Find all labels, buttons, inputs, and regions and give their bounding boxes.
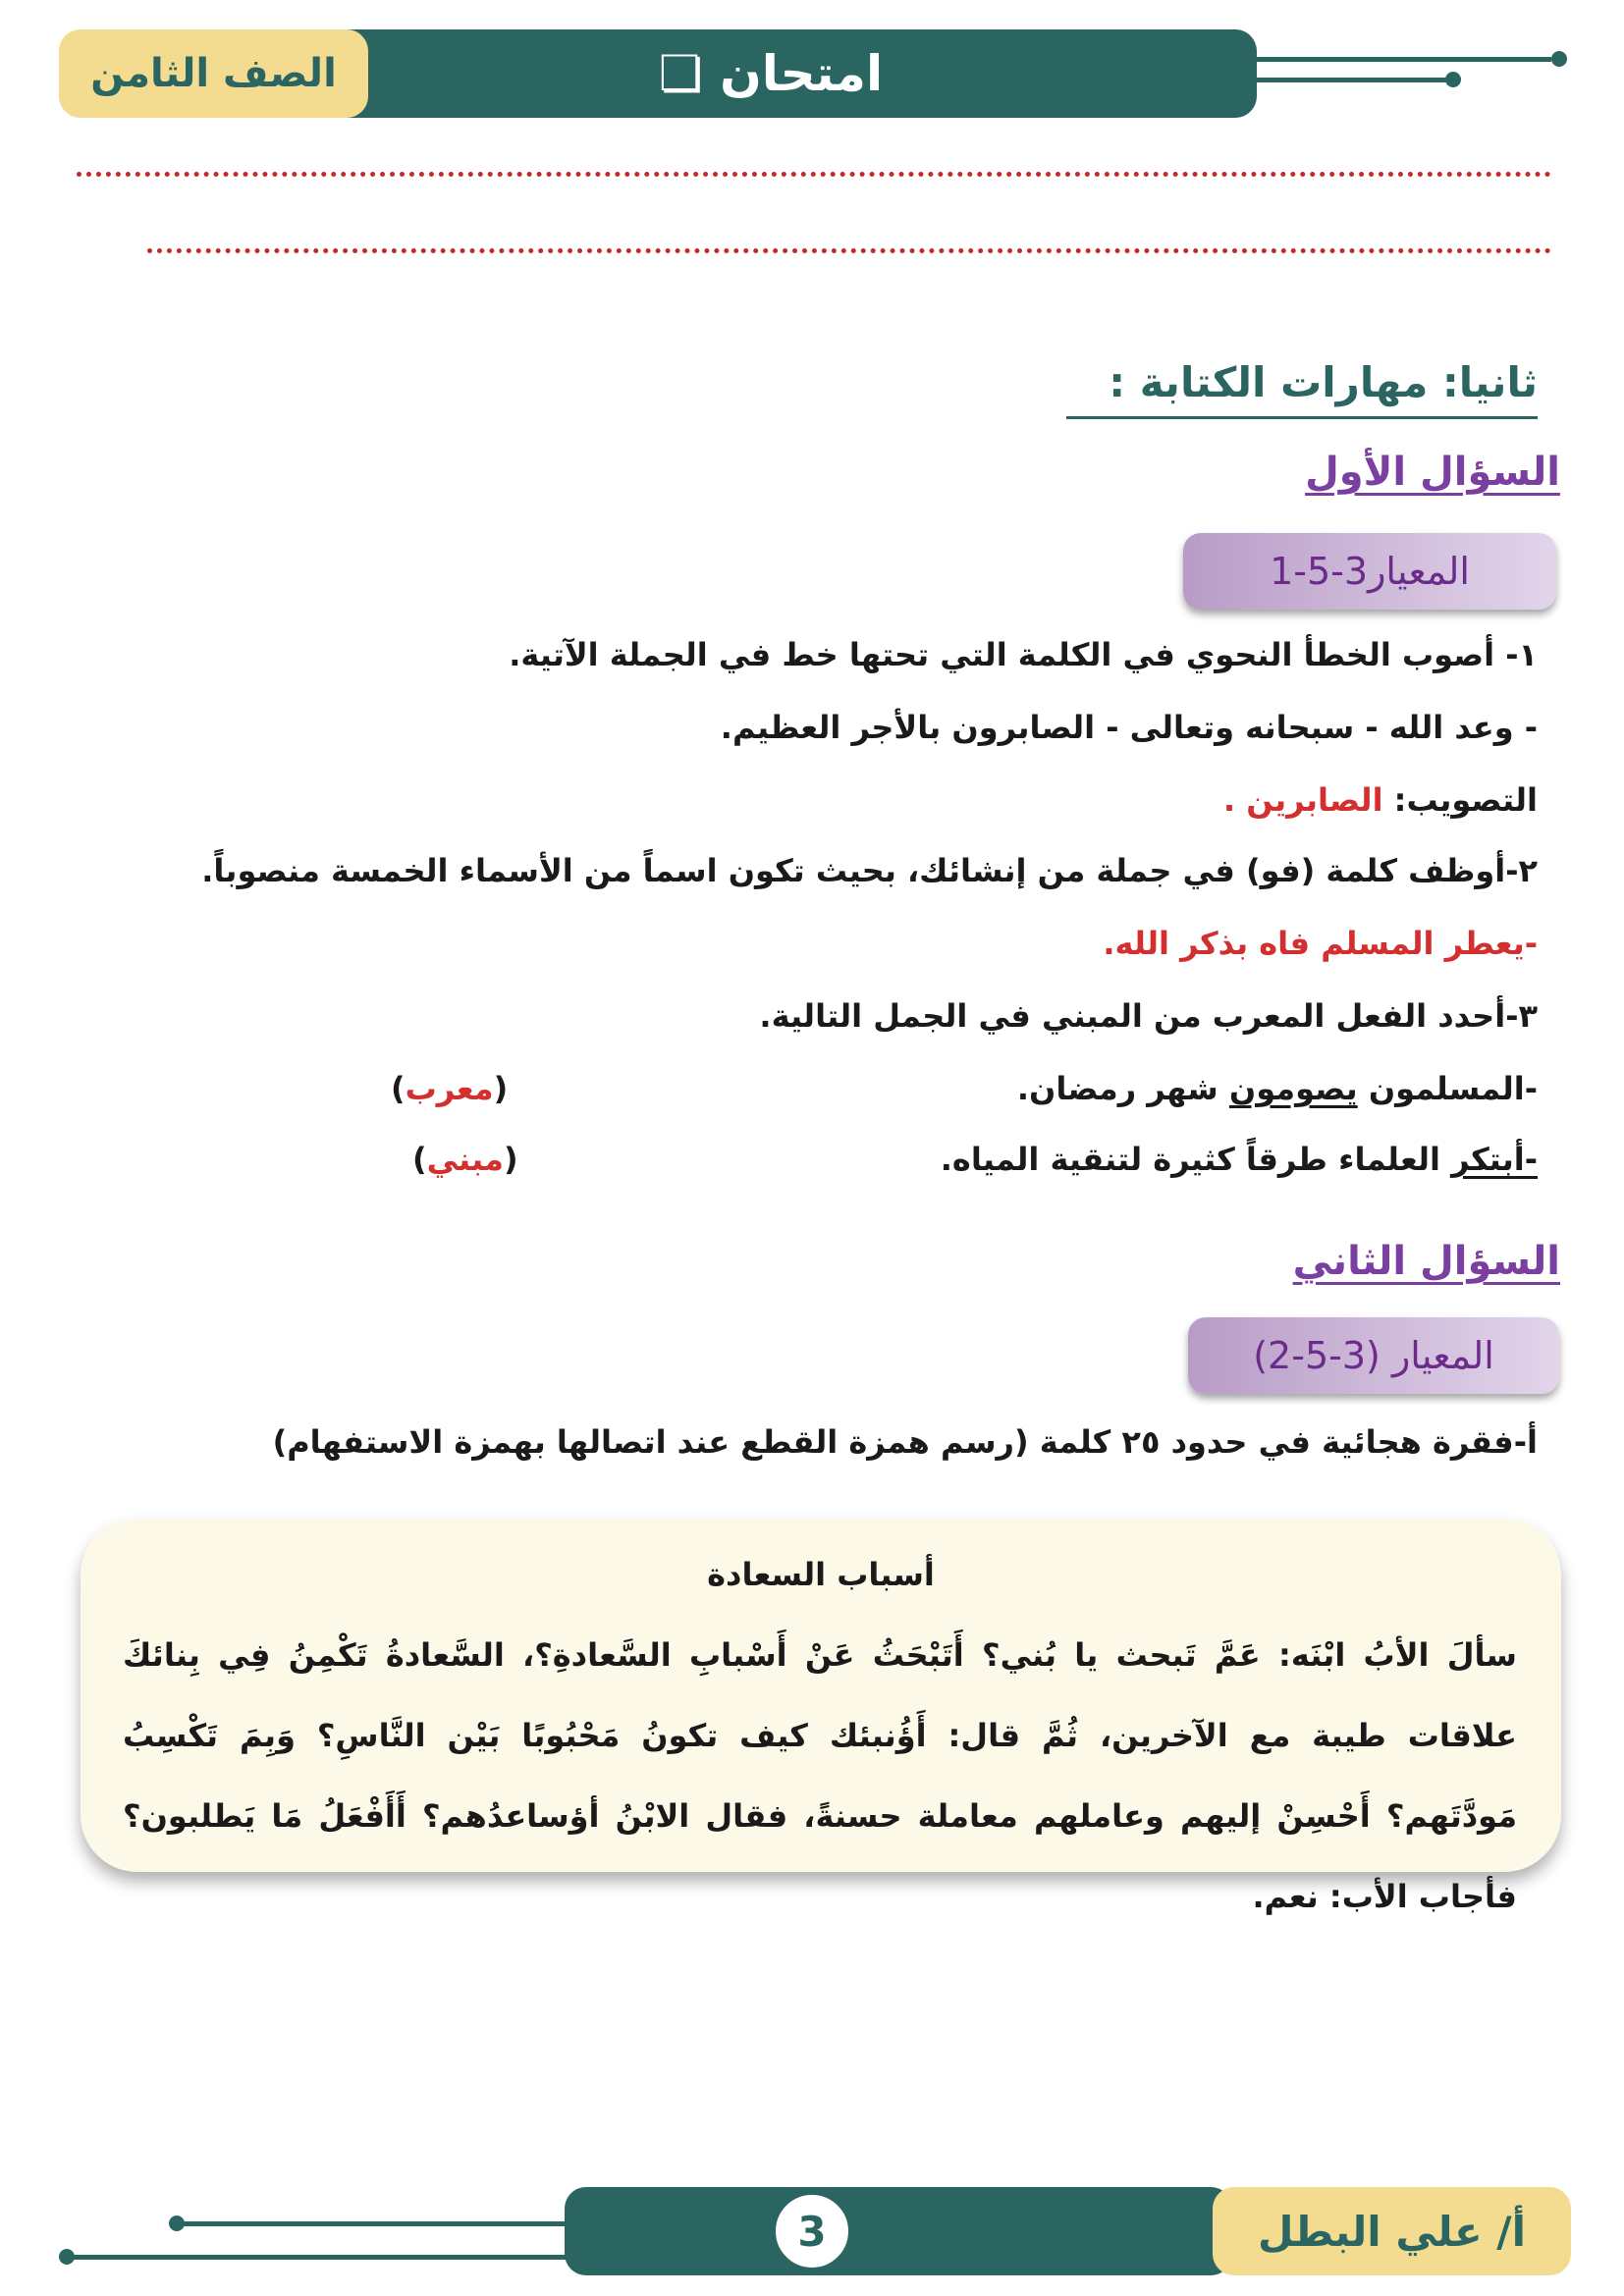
footer-line — [69, 2255, 569, 2260]
q2-item-a: أ-فقرة هجائية في حدود ٢٥ كلمة (رسم همزة القطع عند اتصالها بهمزة الاستفهام) — [272, 1423, 1538, 1461]
footer-bar — [565, 2187, 1232, 2275]
sentence-2-answer: (مبني) — [412, 1141, 518, 1178]
sentence-1-verb: يصومون — [1228, 1070, 1358, 1107]
q1-item-2-answer: -يعطر المسلم فاه بذكر الله. — [1103, 925, 1538, 962]
header-line-lower — [1247, 78, 1453, 82]
sentence-1-answer: (معرب) — [391, 1070, 509, 1107]
header-line-dot — [1551, 51, 1567, 67]
correction-answer: الصابرين . — [1222, 781, 1383, 819]
story-text: سألَ الأبُ ابْنَه: عَمَّ تَبحث يا بُني؟ أَتَبْحَثُ عَنْ أَسْبابِ السَّعادةِ؟، السَّعادةُ تَكْمِنُ فِي بِنائكَ علاقات طيبة مع الآخرين، ثُمَّ قال: أَؤُنبئك كيف تكونُ مَحْبُوبًا بَيْن النَّاسِ؟ وَبِمَ تَكْسِبُ مَودَّتَهم؟ أَحْسِنْ إليهم وعاملهم معاملة حسنةً، فقال الابْنُ أؤساعدُهم؟ أَأَفْعَلُ مَا يَطلبون؟ فأجاب الأب: نعم. — [123, 1636, 1517, 1915]
q1-item-3-sentence-1 — [1017, 1070, 1538, 1107]
sentence-1-end: شهر رمضان. — [1016, 1070, 1229, 1107]
section-title: ثانيا: مهارات الكتابة : — [1066, 358, 1538, 419]
sentence-2-answer-text: مبني — [426, 1141, 504, 1178]
class-dotted-line — [147, 248, 1551, 253]
footer-line-dot — [59, 2249, 75, 2265]
q1-item-3: ٣-أحدد الفعل المعرب من المبني في الجمل التالية. — [759, 997, 1538, 1035]
correction-row — [1223, 781, 1538, 819]
question-one-heading: السؤال الأول — [1305, 450, 1560, 495]
sentence-2-end: العلماء طرقاً كثيرة لتنقية المياه. — [940, 1141, 1452, 1178]
footer-line-upper-dot — [169, 2216, 185, 2231]
q1-item-3-sentence-2 — [941, 1141, 1538, 1178]
q1-item-2: ٢-أوظف كلمة (فو) في جملة من إنشائك، بحيث تكون اسماً من الأسماء الخمسة منصوباً. — [201, 852, 1538, 889]
question-two-heading: السؤال الثاني — [1292, 1239, 1560, 1284]
correction-label: التصويب: — [1393, 781, 1538, 819]
page-number: 3 — [771, 2190, 853, 2272]
name-dotted-line — [77, 172, 1551, 177]
q1-item-1: ١- أصوب الخطأ النحوي في الكلمة التي تحتها خط في الجملة الآتية. — [509, 636, 1538, 673]
author-name: أ/ علي البطل — [1213, 2187, 1571, 2275]
sentence-1-start: -المسلمون — [1357, 1070, 1538, 1107]
grade-badge: الصف الثامن — [59, 29, 368, 118]
sentence-1-answer-text: معرب — [405, 1070, 494, 1107]
story-title: أسباب السعادة — [707, 1556, 935, 1593]
question-two-standard: المعيار (3-5-2) — [1188, 1317, 1559, 1394]
header-line-lower-dot — [1445, 72, 1461, 87]
question-one-standard: المعيار3-5-1 — [1183, 533, 1556, 610]
q1-item-1-sentence: - وعد الله - سبحانه وتعالى - الصابرون بالأجر العظيم. — [720, 709, 1538, 746]
header-line — [1247, 57, 1551, 62]
footer-line-upper — [177, 2221, 569, 2226]
sentence-2-verb: -أبتكر — [1451, 1141, 1538, 1178]
exam-title: امتحان ❏ — [658, 45, 884, 102]
